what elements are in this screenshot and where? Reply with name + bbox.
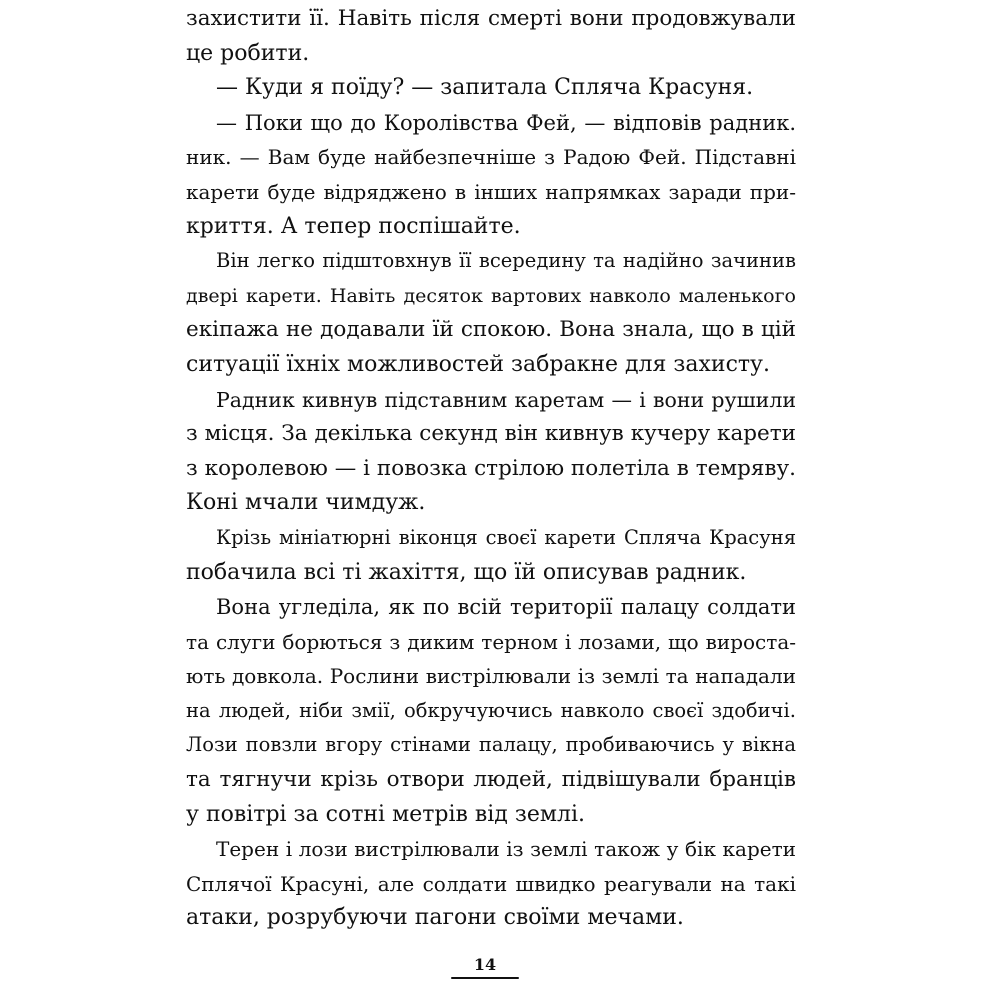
page-footer (440, 955, 530, 979)
text-line: це робити. (186, 40, 310, 66)
text-line: Він легко підштовхнув її всередину та надійно зачинив (216, 249, 796, 273)
text-line: Лози повзли вгору стінами палацу, пробиваючись у вікна (186, 733, 796, 757)
text-line: Терен і лози вистрілювали із землі також у бік карети (216, 837, 796, 862)
text-line: побачила всі ті жахіття, що їй описував радник. (186, 559, 747, 585)
text-line: Сплячої Красуні, але солдати швидко реагували на такі (186, 871, 796, 896)
text-line: з королевою — і повозка стрілою полетіла в темряву. (186, 455, 796, 481)
text-line: захистити її. Навіть після смерті вони продовжували (186, 6, 796, 31)
page-number: 14 (473, 955, 497, 974)
text-line: та тягнучи крізь отвори людей, підвішували бранців (186, 767, 796, 793)
text-line: ник. — Вам буде найбезпечніше з Радою Фей. Підставні (186, 145, 796, 170)
text-line: Вона угледіла, як по всій території палацу солдати (216, 595, 796, 620)
text-line: криття. А тепер поспішайте. (186, 213, 521, 239)
text-line: карети буде відряджено в інших напрямках заради при- (186, 179, 796, 204)
text-line: ють довкола. Рослини вистрілювали із землі та нападали (186, 664, 796, 689)
text-line: у повітрі за сотні метрів від землі. (186, 801, 585, 827)
text-line: на людей, ніби змії, обкручуючись навколо своєї здобичі. (186, 698, 796, 722)
text-line: атаки, розрубуючи пагони своїми мечами. (186, 905, 684, 931)
text-line: Радник кивнув підставним каретам — і вони рушили (216, 387, 796, 412)
text-line: — Поки що до Королівства Фей, — відповів радник. (216, 110, 796, 135)
text-line: — Куди я поїду? — запитала Спляча Красуня. (216, 75, 754, 101)
body-text (186, 2, 796, 936)
text-line: та слуги борються з диким терном і лозами, що вироста- (186, 629, 796, 654)
text-line: двері карети. Навіть десяток вартових навколо маленького (186, 284, 796, 307)
text-line: ситуації їхніх можливостей забракне для захисту. (186, 351, 770, 377)
text-line: Крізь мініатюрні віконця своєї карети Спляча Красуня (216, 525, 796, 549)
text-line: Коні мчали чимдуж. (186, 490, 426, 516)
text-line: з місця. За декілька секунд він кивнув кучеру карети (186, 421, 796, 447)
page-number-rule (451, 977, 519, 979)
text-line: екіпажа не додавали їй спокою. Вона знала, що в цій (186, 317, 796, 343)
